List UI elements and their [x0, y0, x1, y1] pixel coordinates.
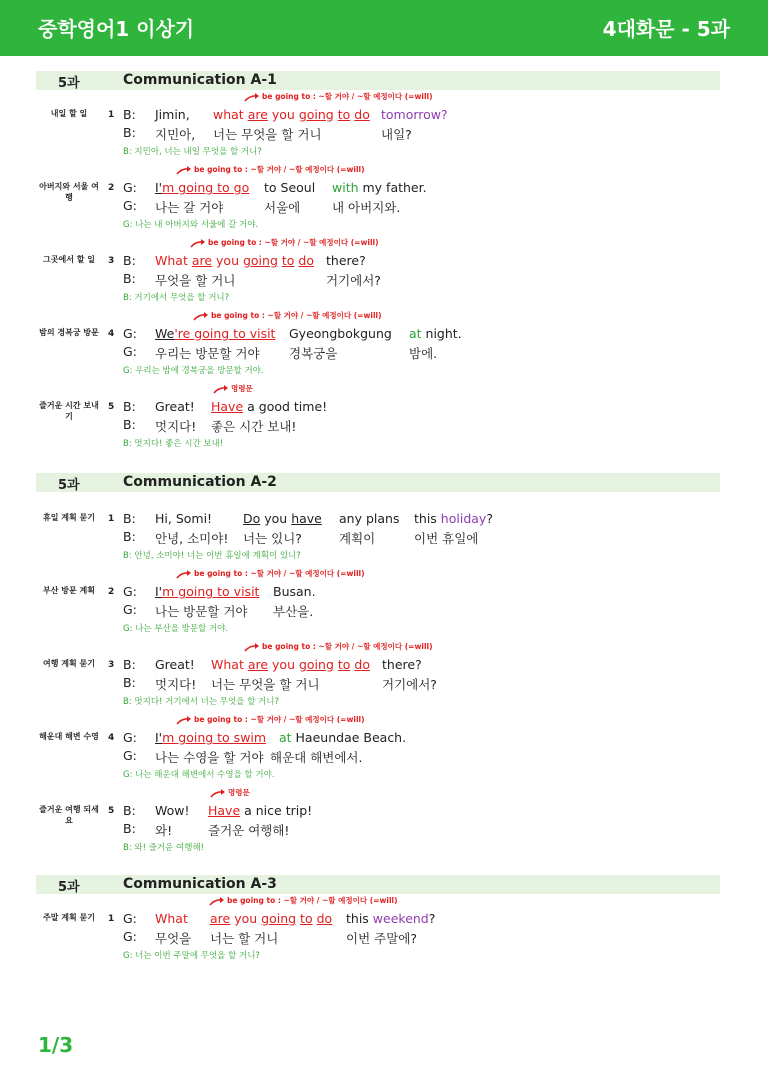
dialogue-item — [0, 714, 768, 786]
en-chunk: Wow! — [155, 803, 190, 818]
grammar-note-text: be going to : ~할 거야 / ~할 예정이다 (=will) — [262, 92, 433, 101]
topic-label: 내일 할 일 — [50, 109, 88, 118]
dialogue-item — [0, 641, 768, 713]
translation: B: 멋지다! 거기에서 너는 무엇을 할 거니? — [123, 697, 279, 707]
arrow-icon — [210, 789, 226, 798]
translation: B: 와! 즐거운 여행해! — [123, 843, 205, 853]
grammar-note-text: be going to : ~할 거야 / ~할 예정이다 (=will) — [208, 238, 379, 247]
imperative-note-text: 명령문 — [228, 788, 250, 797]
korean-line — [123, 675, 437, 692]
grammar-note-text: be going to : ~할 거야 / ~할 예정이다 (=will) — [194, 715, 365, 724]
item-number: 3 — [108, 660, 115, 670]
ko-chunk: 계획이 — [339, 531, 376, 546]
item-number: 5 — [108, 806, 115, 816]
grammar-note — [190, 237, 379, 248]
en-chunk: Great! — [155, 657, 195, 672]
korean-line — [123, 602, 314, 619]
section-header — [36, 473, 720, 492]
imperative-note — [210, 787, 250, 798]
translation: G: 우리는 밤에 경복궁을 방문할 거야. — [123, 366, 264, 376]
english-line — [123, 911, 436, 926]
arrow-icon — [213, 385, 229, 394]
topic-label: 아버지와 서울 여행 — [39, 182, 99, 202]
dialogue-item — [0, 237, 768, 309]
section-title: Communication A-2 — [123, 474, 277, 490]
en-chunk: there? — [382, 657, 422, 672]
translation: G: 나는 해운대 해변에서 수영을 할 거야. — [123, 770, 275, 780]
dialogue-item — [0, 91, 768, 163]
en-chunk-highlight: What are you going to do — [155, 253, 315, 268]
en-chunk: to Seoul — [264, 180, 316, 195]
ko-chunk: 너는 있니? — [243, 531, 302, 546]
translation: G: 나는 부산을 방문할 거야. — [123, 624, 229, 634]
speaker: G: — [123, 326, 137, 341]
translation: B: 거기에서 무엇을 할 거니? — [123, 293, 230, 303]
ko-chunk: 너는 할 거니 — [210, 931, 279, 946]
dialogue-item — [0, 383, 768, 455]
ko-chunk: 경복궁을 — [289, 346, 338, 361]
english-line — [123, 180, 427, 195]
imperative-note-text: 명령문 — [231, 384, 253, 393]
en-chunk: Busan. — [273, 584, 316, 599]
grammar-note — [244, 641, 433, 652]
english-line — [123, 803, 313, 818]
korean-line — [123, 198, 401, 215]
ko-chunk: 이번 휴일에 — [414, 531, 479, 546]
item-number: 3 — [108, 256, 115, 266]
en-chunk-highlight: are you going to do — [210, 911, 333, 926]
imperative-note — [213, 383, 253, 394]
korean-line — [123, 344, 438, 361]
en-chunk: Jimin, — [155, 107, 190, 122]
grammar-note — [244, 91, 433, 102]
book-title: 중학영어1 이상기 — [38, 17, 195, 41]
arrow-icon — [244, 93, 260, 102]
speaker: G: — [123, 180, 137, 195]
korean-line — [123, 748, 363, 765]
en-chunk: this weekend? — [346, 911, 436, 926]
en-chunk: there? — [326, 253, 366, 268]
topic-label: 즐거운 시간 보내기 — [39, 401, 99, 421]
ko-chunk: 즐거운 여행해! — [208, 823, 290, 838]
english-line — [123, 511, 493, 526]
speaker: B: — [123, 511, 136, 526]
topic-label: 여행 계획 묻기 — [43, 659, 95, 668]
item-number: 1 — [108, 514, 115, 524]
grammar-note — [176, 164, 365, 175]
ko-chunk: 나는 수영을 할 거야 — [155, 750, 264, 765]
grammar-note — [193, 310, 382, 321]
arrow-icon — [176, 716, 192, 725]
item-number: 4 — [108, 733, 115, 743]
dialogue-item — [0, 568, 768, 640]
speaker: B: — [123, 803, 136, 818]
topic-label: 휴일 계획 묻기 — [43, 513, 95, 522]
english-line — [123, 657, 422, 672]
en-chunk-highlight: Have a nice trip! — [208, 803, 313, 818]
arrow-icon — [176, 166, 192, 175]
ko-chunk: 지민아, — [155, 127, 196, 142]
translation: B: 멋지다! 좋은 시간 보내! — [123, 439, 224, 449]
en-chunk-highlight: I'm going to go — [155, 180, 250, 195]
arrow-icon — [190, 239, 206, 248]
en-chunk: this holiday? — [414, 511, 493, 526]
topic-label: 해운대 해변 수영 — [39, 732, 99, 741]
page-number: 1/3 — [38, 1033, 74, 1057]
english-line — [123, 253, 366, 268]
grammar-note-text: be going to : ~할 거야 / ~할 예정이다 (=will) — [262, 642, 433, 651]
grammar-note — [176, 714, 365, 725]
dialogue-item — [0, 164, 768, 236]
ko-chunk: 무엇을 — [155, 931, 192, 946]
en-chunk-highlight: What are you going to do — [211, 657, 371, 672]
item-number: 1 — [108, 914, 115, 924]
section-header — [36, 71, 720, 90]
ko-chunk: 안녕, 소미야! — [155, 531, 229, 546]
section-title: Communication A-3 — [123, 876, 277, 892]
topic-label: 밤의 경복궁 방문 — [39, 328, 99, 337]
ko-chunk: 밤에. — [409, 346, 438, 361]
speaker: B: — [123, 417, 136, 432]
en-chunk: any plans — [339, 511, 400, 526]
item-number: 2 — [108, 183, 115, 193]
english-line — [123, 399, 328, 414]
section-lesson: 5과 — [58, 880, 80, 895]
ko-chunk: 너는 무엇을 할 거니 — [211, 677, 320, 692]
ko-chunk: 나는 갈 거야 — [155, 200, 224, 215]
arrow-icon — [244, 643, 260, 652]
item-number: 5 — [108, 402, 115, 412]
english-line — [123, 584, 316, 599]
ko-chunk: 와! — [155, 823, 173, 838]
ko-chunk: 무엇을 할 거니 — [155, 273, 236, 288]
korean-line — [123, 271, 381, 288]
speaker: B: — [123, 675, 136, 690]
ko-chunk: 거기에서? — [382, 677, 437, 692]
ko-chunk: 거기에서? — [326, 273, 381, 288]
ko-chunk: 나는 방문할 거야 — [155, 604, 248, 619]
speaker: G: — [123, 748, 137, 763]
ko-chunk: 부산을. — [273, 604, 314, 619]
dialogue-item — [0, 310, 768, 382]
en-chunk: with my father. — [332, 180, 427, 195]
speaker: B: — [123, 657, 136, 672]
section-lesson: 5과 — [58, 478, 80, 493]
en-chunk-highlight: what are you going to do — [213, 107, 370, 122]
english-line — [123, 730, 407, 745]
en-chunk-highlight: We're going to visit — [155, 326, 276, 341]
speaker: G: — [123, 584, 137, 599]
grammar-note — [209, 895, 398, 906]
ko-chunk: 우리는 방문할 거야 — [155, 346, 260, 361]
speaker: G: — [123, 929, 137, 944]
en-chunk: at night. — [409, 326, 462, 341]
item-number: 2 — [108, 587, 115, 597]
en-chunk: Gyeongbokgung — [289, 326, 392, 341]
ko-chunk: 이번 주말에? — [346, 931, 417, 946]
ko-chunk: 내일? — [381, 127, 412, 142]
en-chunk-highlight: Have a good time! — [211, 399, 328, 414]
item-number: 1 — [108, 110, 115, 120]
topic-label: 주말 계획 묻기 — [43, 913, 95, 922]
arrow-icon — [209, 897, 225, 906]
grammar-note-text: be going to : ~할 거야 / ~할 예정이다 (=will) — [227, 896, 398, 905]
speaker: B: — [123, 107, 136, 122]
dialogue-item — [0, 495, 768, 567]
en-chunk-highlight: I'm going to visit — [155, 584, 260, 599]
arrow-icon — [193, 312, 209, 321]
lesson-label: 4대화문 - 5과 — [602, 17, 730, 41]
speaker: G: — [123, 198, 137, 213]
ko-chunk: 너는 무엇을 할 거니 — [213, 127, 322, 142]
topic-label: 그곳에서 할 일 — [43, 255, 95, 264]
en-chunk: Great! — [155, 399, 195, 414]
speaker: G: — [123, 730, 137, 745]
ko-chunk: 해운대 해변에서. — [270, 750, 363, 765]
speaker: B: — [123, 399, 136, 414]
grammar-note-text: be going to : ~할 거야 / ~할 예정이다 (=will) — [194, 165, 365, 174]
korean-line — [123, 529, 479, 546]
translation: G: 너는 이번 주말에 무엇을 할 거니? — [123, 951, 260, 961]
korean-line — [123, 821, 290, 838]
korean-line — [123, 417, 297, 434]
translation: B: 지민아, 너는 내일 무엇을 할 거니? — [123, 147, 262, 157]
english-line — [123, 326, 462, 341]
ko-chunk: 좋은 시간 보내! — [211, 419, 297, 434]
section-lesson: 5과 — [58, 76, 80, 91]
en-chunk-highlight: Do you have — [243, 511, 322, 526]
section-title: Communication A-1 — [123, 72, 277, 88]
speaker: B: — [123, 253, 136, 268]
dialogue-item — [0, 787, 768, 859]
ko-chunk: 서울에 — [264, 200, 301, 215]
translation: G: 나는 내 아버지와 서울에 갈 거야. — [123, 220, 259, 230]
item-number: 4 — [108, 329, 115, 339]
korean-line — [123, 125, 412, 142]
page-header — [0, 0, 768, 58]
topic-label: 즐거운 여행 되세요 — [39, 805, 99, 825]
korean-line — [123, 929, 417, 946]
topic-label: 부산 방문 계획 — [43, 586, 95, 595]
ko-chunk: 멋지다! — [155, 419, 197, 434]
ko-chunk: 내 아버지와. — [332, 200, 401, 215]
en-chunk: Hi, Somi! — [155, 511, 213, 526]
speaker: B: — [123, 821, 136, 836]
speaker: B: — [123, 529, 136, 544]
en-chunk: tomorrow? — [381, 107, 448, 122]
en-chunk-highlight: What — [155, 911, 188, 926]
speaker: B: — [123, 125, 136, 140]
translation: B: 안녕, 소미야! 너는 이번 휴일에 계획이 있니? — [123, 551, 301, 561]
speaker: G: — [123, 911, 137, 926]
grammar-note — [176, 568, 365, 579]
en-chunk: at Haeundae Beach. — [279, 730, 407, 745]
speaker: G: — [123, 344, 137, 359]
grammar-note-text: be going to : ~할 거야 / ~할 예정이다 (=will) — [211, 311, 382, 320]
section-header — [36, 875, 720, 894]
speaker: G: — [123, 602, 137, 617]
en-chunk-highlight: I'm going to swim — [155, 730, 267, 745]
arrow-icon — [176, 570, 192, 579]
grammar-note-text: be going to : ~할 거야 / ~할 예정이다 (=will) — [194, 569, 365, 578]
dialogue-item — [0, 895, 768, 967]
english-line — [123, 107, 448, 122]
speaker: B: — [123, 271, 136, 286]
ko-chunk: 멋지다! — [155, 677, 197, 692]
